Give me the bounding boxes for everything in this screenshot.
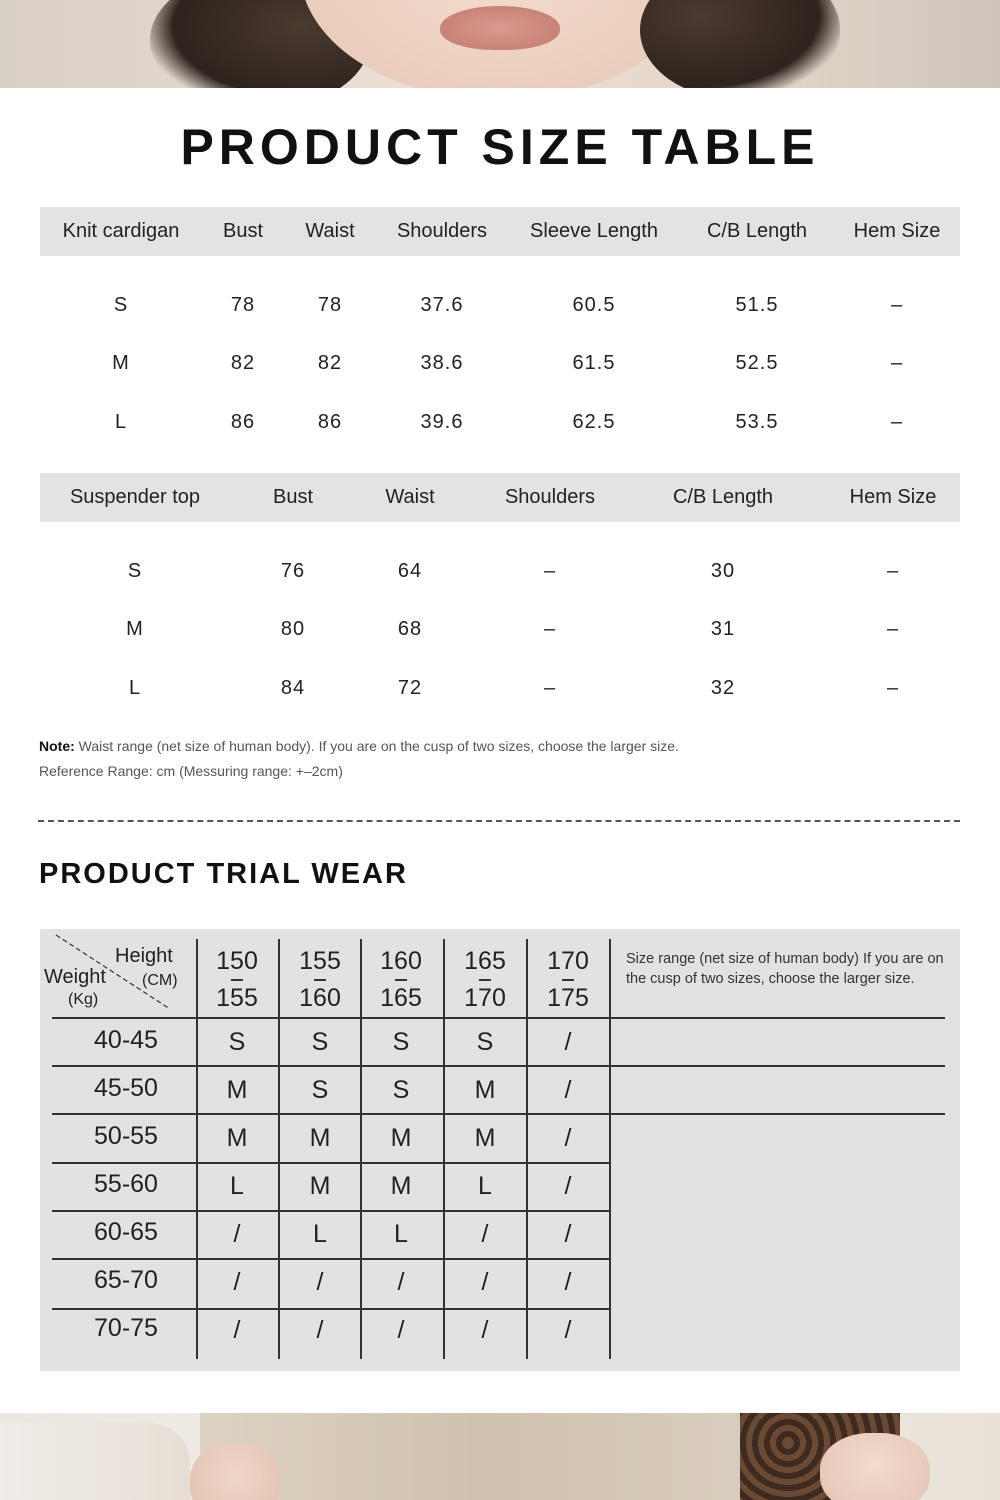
- grid-line: [52, 1210, 609, 1212]
- recommended-size: /: [564, 1028, 572, 1056]
- suspender-data-cell: S: [127, 560, 143, 582]
- cardigan-data-cell: 86: [230, 411, 256, 433]
- cardigan-header-cell: Sleeve Length: [530, 220, 658, 242]
- height-range-bottom: 165: [380, 984, 422, 1012]
- suspender-data-cell: 64: [397, 560, 423, 582]
- page-title: PRODUCT SIZE TABLE: [180, 119, 820, 175]
- height-range-bottom: 160: [299, 984, 341, 1012]
- suspender-data-cell: –: [886, 677, 900, 699]
- suspender-data-cell: M: [126, 618, 144, 640]
- grid-line: [196, 939, 198, 1359]
- weight-range: 55-60: [94, 1170, 158, 1198]
- recommended-size: M: [390, 1172, 412, 1200]
- grid-line: [609, 939, 611, 1359]
- recommended-size: /: [397, 1268, 405, 1296]
- cardigan-header-cell: Waist: [305, 220, 355, 242]
- suspender-header-cell: Suspender top: [69, 486, 201, 508]
- trial-wear-title: PRODUCT TRIAL WEAR: [39, 858, 408, 890]
- suspender-data-cell: 72: [397, 677, 423, 699]
- suspender-data-cell: 31: [710, 618, 736, 640]
- recommended-size: S: [311, 1028, 329, 1056]
- note-label: Note:: [39, 738, 75, 754]
- suspender-data-cell: –: [886, 618, 900, 640]
- height-range-top: 150: [216, 947, 258, 975]
- recommended-size: /: [564, 1124, 572, 1152]
- height-range-bottom: 170: [464, 984, 506, 1012]
- recommended-size: /: [564, 1316, 572, 1344]
- cardigan-data-cell: –: [890, 294, 904, 316]
- recommended-size: S: [392, 1028, 410, 1056]
- cardigan-data-cell: 53.5: [735, 411, 779, 433]
- cardigan-data-cell: 82: [317, 352, 343, 374]
- grid-line: [52, 1017, 945, 1019]
- suspender-header-cell: Waist: [385, 486, 435, 508]
- recommended-size: S: [476, 1028, 494, 1056]
- recommended-size: M: [474, 1124, 496, 1152]
- recommended-size: /: [233, 1268, 241, 1296]
- height-range-bottom: 155: [216, 984, 258, 1012]
- cardigan-data-cell: L: [114, 411, 128, 433]
- recommended-size: M: [474, 1076, 496, 1104]
- recommended-size: /: [564, 1268, 572, 1296]
- suspender-data-cell: –: [543, 618, 557, 640]
- recommended-size: /: [564, 1172, 572, 1200]
- range-dash: [231, 979, 243, 981]
- size-note: [39, 738, 679, 754]
- cardigan-header-cell: C/B Length: [706, 220, 808, 242]
- cardigan-data-cell: 38.6: [420, 352, 464, 374]
- recommended-size: /: [233, 1220, 241, 1248]
- range-dash: [479, 979, 491, 981]
- cardigan-data-cell: M: [112, 352, 130, 374]
- model-photo-top: [0, 0, 1000, 88]
- suspender-data-cell: 76: [280, 560, 306, 582]
- weight-range: 65-70: [94, 1266, 158, 1294]
- range-dash: [395, 979, 407, 981]
- height-unit: (CM): [142, 972, 178, 989]
- recommended-size: M: [226, 1076, 248, 1104]
- recommended-size: /: [481, 1268, 489, 1296]
- grid-line: [52, 1113, 945, 1115]
- cardigan-data-cell: 39.6: [420, 411, 464, 433]
- range-dash: [314, 979, 326, 981]
- cardigan-data-cell: 78: [230, 294, 256, 316]
- cardigan-data-cell: 52.5: [735, 352, 779, 374]
- suspender-data-cell: 84: [280, 677, 306, 699]
- recommended-size: M: [309, 1124, 331, 1152]
- recommended-size: L: [394, 1220, 408, 1248]
- cardigan-header-cell: Hem Size: [853, 220, 941, 242]
- weight-range: 70-75: [94, 1314, 158, 1342]
- trial-wear-table: [40, 929, 960, 1371]
- suspender-data-cell: 32: [710, 677, 736, 699]
- recommended-size: S: [228, 1028, 246, 1056]
- reference-range: Reference Range: cm (Messuring range: +–2cm): [39, 763, 343, 779]
- recommended-size: /: [564, 1076, 572, 1104]
- cardigan-header-cell: Shoulders: [396, 220, 488, 242]
- grid-line: [443, 939, 445, 1359]
- recommended-size: M: [390, 1124, 412, 1152]
- grid-line: [526, 939, 528, 1359]
- cardigan-data-cell: –: [890, 411, 904, 433]
- height-range-top: 170: [547, 947, 589, 975]
- grid-line: [52, 1065, 945, 1067]
- suspender-header-cell: Shoulders: [504, 486, 596, 508]
- recommended-size: /: [316, 1316, 324, 1344]
- cardigan-header-cell: Knit cardigan: [62, 220, 180, 242]
- grid-line: [52, 1308, 609, 1310]
- cardigan-data-cell: 61.5: [572, 352, 616, 374]
- recommended-size: S: [311, 1076, 329, 1104]
- grid-line: [278, 939, 280, 1359]
- suspender-data-cell: L: [128, 677, 142, 699]
- note-text: Waist range (net size of human body). If you are on the cusp of two sizes, choose the larger size.: [78, 738, 679, 754]
- suspender-data-cell: 80: [280, 618, 306, 640]
- grid-line: [360, 939, 362, 1359]
- recommended-size: /: [564, 1220, 572, 1248]
- range-dash: [562, 979, 574, 981]
- cardigan-data-cell: 78: [317, 294, 343, 316]
- section-divider: [38, 820, 960, 822]
- trial-note: Size range (net size of human body) If you are on the cusp of two sizes, choose the larger size.: [626, 951, 944, 987]
- suspender-data-cell: 68: [397, 618, 423, 640]
- cardigan-data-cell: 62.5: [572, 411, 616, 433]
- recommended-size: /: [481, 1220, 489, 1248]
- cardigan-data-cell: S: [113, 294, 129, 316]
- height-range-top: 160: [380, 947, 422, 975]
- suspender-data-cell: 30: [710, 560, 736, 582]
- height-range-bottom: 175: [547, 984, 589, 1012]
- suspender-header-cell: Bust: [272, 486, 314, 508]
- cardigan-data-cell: 82: [230, 352, 256, 374]
- recommended-size: L: [230, 1172, 244, 1200]
- recommended-size: /: [397, 1316, 405, 1344]
- cardigan-data-cell: 37.6: [420, 294, 464, 316]
- height-range-top: 155: [299, 947, 341, 975]
- grid-line: [52, 1162, 609, 1164]
- recommended-size: /: [233, 1316, 241, 1344]
- recommended-size: M: [226, 1124, 248, 1152]
- weight-range: 60-65: [94, 1218, 158, 1246]
- suspender-header-cell: C/B Length: [672, 486, 774, 508]
- cardigan-header-cell: Bust: [222, 220, 264, 242]
- recommended-size: S: [392, 1076, 410, 1104]
- model-photo-bottom: [0, 1413, 1000, 1500]
- weight-range: 45-50: [94, 1074, 158, 1102]
- weight-header: Weight: [44, 966, 106, 988]
- weight-range: 50-55: [94, 1122, 158, 1150]
- cardigan-data-cell: 86: [317, 411, 343, 433]
- height-range-top: 165: [464, 947, 506, 975]
- cardigan-data-cell: –: [890, 352, 904, 374]
- suspender-data-cell: –: [543, 560, 557, 582]
- recommended-size: L: [478, 1172, 492, 1200]
- weight-unit: (Kg): [68, 991, 99, 1008]
- recommended-size: M: [309, 1172, 331, 1200]
- suspender-header-cell: Hem Size: [849, 486, 937, 508]
- cardigan-data-cell: 60.5: [572, 294, 616, 316]
- suspender-data-cell: –: [886, 560, 900, 582]
- recommended-size: L: [313, 1220, 327, 1248]
- weight-range: 40-45: [94, 1026, 158, 1054]
- grid-line: [52, 1258, 609, 1260]
- height-header: Height: [115, 945, 173, 967]
- recommended-size: /: [481, 1316, 489, 1344]
- suspender-data-cell: –: [543, 677, 557, 699]
- recommended-size: /: [316, 1268, 324, 1296]
- cardigan-data-cell: 51.5: [735, 294, 779, 316]
